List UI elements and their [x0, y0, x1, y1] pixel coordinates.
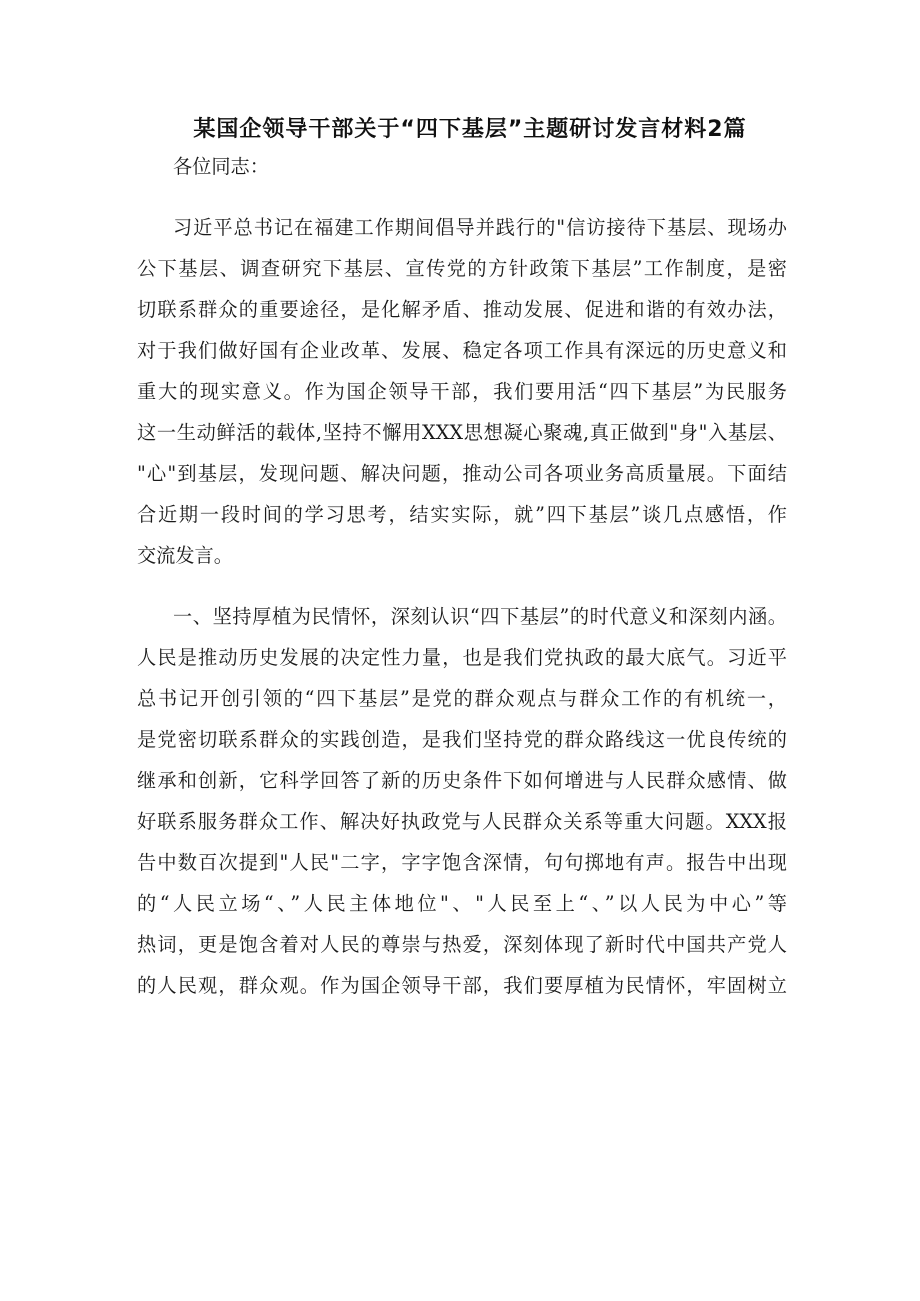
paragraph-line: 交流发言。 — [137, 544, 233, 567]
paragraph-line: 人民是推动历史发展的决定性力量，也是我们党执政的最大底气。习近平 — [137, 646, 787, 669]
paragraph-line: 告中数百次提到"人民"二字，字字饱含深情，句句掷地有声。报告中出现 — [137, 851, 787, 874]
paragraph-line: 合近期一段时间的学习思考，结实实际，就”四下基层”谈几点感悟，作 — [137, 503, 787, 526]
paragraph-gap — [137, 187, 787, 207]
paragraph-gap — [137, 576, 787, 596]
paragraph-intro — [137, 207, 787, 576]
paragraph-line: 的人民观，群众观。作为国企领导干部，我们要厚植为民情怀，牢固树立 — [137, 974, 787, 997]
paragraph-line: 重大的现实意义。作为国企领导干部，我们要用活“四下基层”为民服务 — [137, 380, 787, 403]
document-body — [137, 146, 787, 1006]
paragraph-line: 切联系群众的重要途径，是化解矛盾、推动发展、促进和谐的有效办法， — [137, 298, 787, 321]
paragraph-section-one — [137, 596, 787, 1006]
paragraph-line: 好联系服务群众工作、解决好执政党与人民群众关系等重大问题。XXX报 — [137, 810, 787, 833]
paragraph-line: 公下基层、调查研究下基层、宣传党的方针政策下基层”工作制度，是密 — [137, 257, 787, 280]
paragraph-line: 热词，更是饱含着对人民的尊崇与热爱，深刻体现了新时代中国共产党人 — [137, 933, 787, 956]
paragraph-line: 总书记开创引领的“四下基层”是党的群众观点与群众工作的有机统一， — [137, 687, 787, 710]
paragraph-line: 继承和创新，它科学回答了新的历史条件下如何增进与人民群众感情、做 — [137, 769, 787, 792]
paragraph-line: 一、坚持厚植为民情怀，深刻认识“四下基层”的时代意义和深刻内涵。 — [173, 605, 787, 628]
salutation: 各位同志： — [173, 155, 269, 178]
paragraph-line: 习近平总书记在福建工作期间倡导并践行的"信访接待下基层、现场办 — [173, 216, 787, 239]
paragraph-line: 是党密切联系群众的实践创造，是我们坚持党的群众路线这一优良传统的 — [137, 728, 787, 751]
document-title: 某国企领导干部关于“四下基层”主题研讨发言材料2篇 — [193, 117, 747, 142]
paragraph-line: "心"到基层，发现问题、解决问题，推动公司各项业务高质量展。下面结 — [137, 462, 787, 485]
paragraph-line: 的“人民立场“、”人民主体地位"、"人民至上“、”以人民为中心”等 — [137, 892, 787, 915]
paragraph-line: 这一生动鲜活的载体,坚持不懈用XXX思想凝心聚魂,真正做到"身"入基层、 — [137, 421, 787, 444]
paragraph-line: 对于我们做好国有企业改革、发展、稳定各项工作具有深远的历史意义和 — [137, 339, 787, 362]
